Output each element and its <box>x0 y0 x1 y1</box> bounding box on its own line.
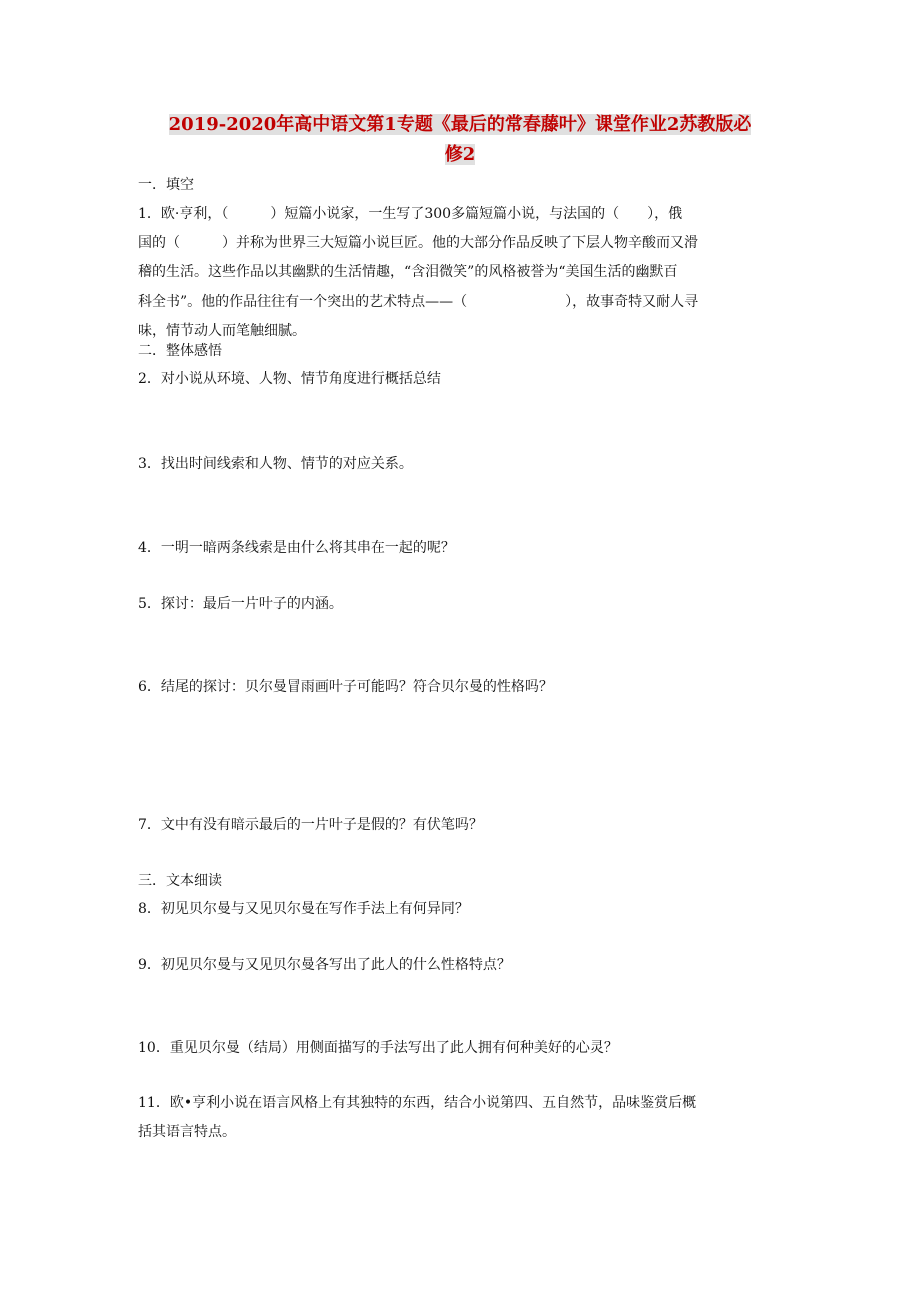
question-11 <box>138 1089 784 1147</box>
question-7: 7．文中有没有暗示最后的一片叶子是假的？有伏笔吗？ <box>138 817 483 833</box>
title-line-2: 修2 <box>444 144 476 165</box>
title-line-1: 2019-2020年高中语文第1专题《最后的常春藤叶》课堂作业2苏教版必 <box>168 114 752 135</box>
section-heading-close-reading: 三．文本细读 <box>138 873 222 889</box>
question-1-line: 科全书”。他的作品往往有一个突出的艺术特点——（ ），故事奇特又耐人寻 <box>138 293 699 310</box>
question-9: 9．初见贝尔曼与又见贝尔曼各写出了此人的什么性格特点？ <box>138 957 511 973</box>
question-4: 4．一明一暗两条线索是由什么将其串在一起的呢？ <box>138 540 455 556</box>
question-5: 5．探讨：最后一片叶子的内涵。 <box>138 596 343 612</box>
question-1-line: 国的（ ）并称为世界三大短篇小说巨匠。他的大部分作品反映了下层人物辛酸而又滑 <box>138 235 698 252</box>
question-1-line: 味，情节动人而笔触细腻。 <box>138 322 306 339</box>
question-2: 2．对小说从环境、人物、情节角度进行概括总结 <box>138 371 441 387</box>
question-10: 10．重见贝尔曼（结局）用侧面描写的手法写出了此人拥有何种美好的心灵？ <box>138 1040 618 1056</box>
question-11-line: 括其语言特点。 <box>138 1124 236 1141</box>
section-heading-overall: 二．整体感悟 <box>138 343 222 359</box>
question-6: 6．结尾的探讨：贝尔曼冒雨画叶子可能吗？符合贝尔曼的性格吗？ <box>138 679 553 695</box>
question-3: 3．找出时间线索和人物、情节的对应关系。 <box>138 456 413 472</box>
question-11-line: 11．欧•亨利小说在语言风格上有其独特的东西，结合小说第四、五自然节，品味鉴赏后概 <box>138 1095 697 1111</box>
question-8: 8．初见贝尔曼与又见贝尔曼在写作手法上有何异同？ <box>138 901 469 917</box>
question-1-line: 1．欧·亨利，（ ）短篇小说家，一生写了300多篇短篇小说，与法国的（ ），俄 <box>138 206 683 222</box>
question-1-line: 稽的生活。这些作品以其幽默的生活情趣，“含泪微笑”的风格被誉为“美国生活的幽默百 <box>138 264 678 281</box>
question-1 <box>138 200 784 346</box>
document-title <box>100 110 820 170</box>
section-heading-fill-blank: 一．填空 <box>138 177 194 193</box>
